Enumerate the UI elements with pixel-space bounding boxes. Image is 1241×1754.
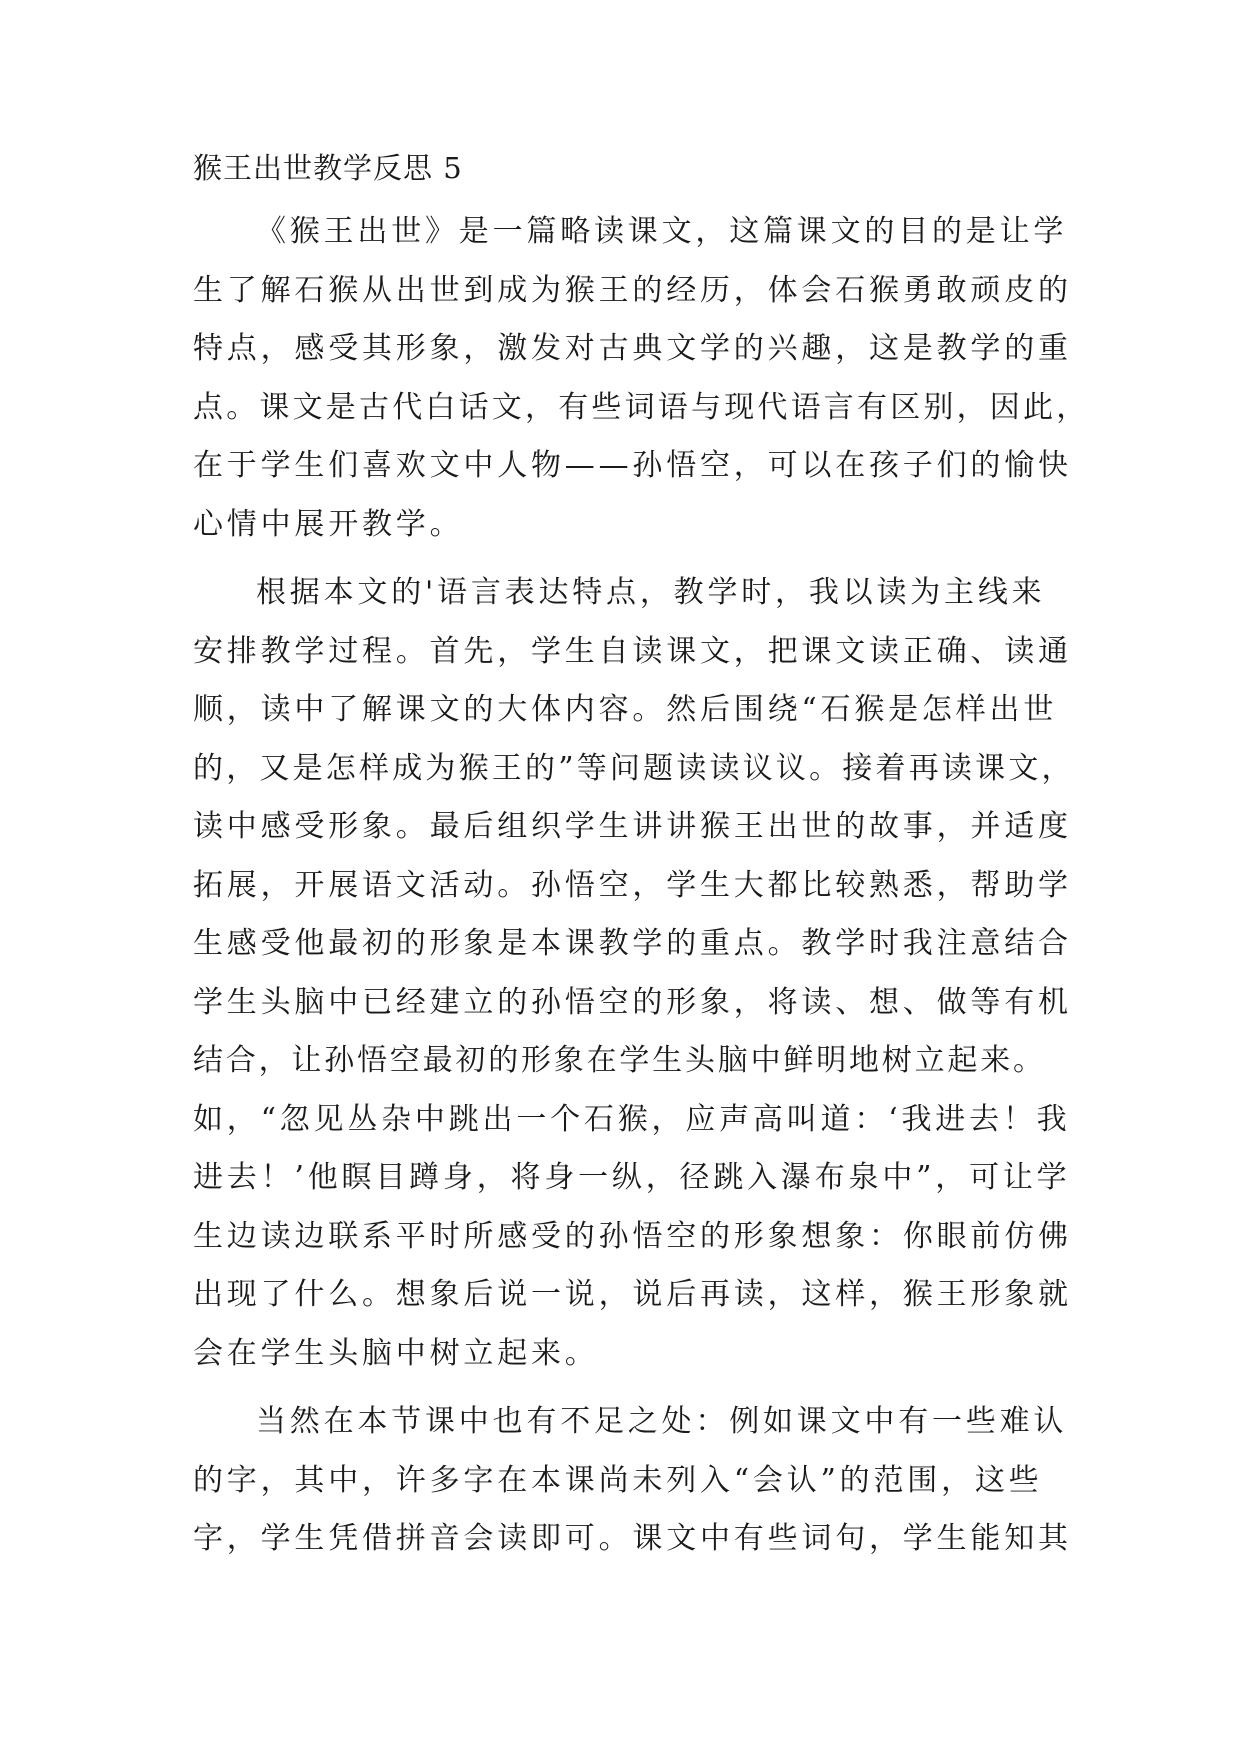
paragraph-line: 的字，其中，许多字在本课尚未列入“会认”的范围，这些 [193,1462,1043,1498]
paragraph-line: 《猴王出世》是一篇略读课文，这篇课文的目的是让学 [256,214,1068,249]
paragraph-line: 点。课文是古代白话文，有些词语与现代语言有区别，因此， [193,389,1090,425]
paragraph-line: 字，学生凭借拼音会读即可。课文中有些词句，学生能知其 [193,1521,1072,1556]
paragraph-line: 顺，读中了解课文的大体内容。然后围绕“石猴是怎样出世 [193,692,1058,727]
paragraph-line: 会在学生头脑中树立起来。 [193,1335,599,1371]
paragraph-line: 读中感受形象。最后组织学生讲讲猴王出世的故事，并适度 [193,809,1072,844]
paragraph-line: 根据本文的'语言表达特点，教学时，我以读为主线来 [256,575,1046,610]
paragraph-line: 结合，让孙悟空最初的形象在学生头脑中鲜明地树立起来。 [193,1043,1046,1078]
paragraph-line: 生了解石猴从出世到成为猴王的经历，体会石猴勇敢顽皮的 [193,272,1072,308]
paragraph-line: 出现了什么。想象后说一说，说后再读，这样，猴王形象就 [193,1277,1072,1312]
document-title: 猴王出世教学反思 5 [193,151,463,185]
paragraph-line: 安排教学过程。首先，学生自读课文，把课文读正确、读通 [193,633,1072,669]
paragraph-line: 进去！’他瞑目蹲身，将身一纵，径跳入瀑布泉中”，可让学 [193,1160,1071,1195]
paragraph-line: 当然在本节课中也有不足之处：例如课文中有一些难认 [256,1404,1068,1439]
paragraph-line: 学生头脑中已经建立的孙悟空的形象，将读、想、做等有机 [193,984,1072,1020]
paragraph-line: 如，“忽见丛杂中跳出一个石猴，应声高叫道：‘我进去！我 [193,1101,1071,1137]
document-body [193,143,1090,1569]
paragraph-1 [193,203,1090,554]
paragraph-line: 的，又是怎样成为猴王的”等问题读读议议。接着再读课文， [193,750,1075,786]
paragraph-line: 在于学生们喜欢文中人物——孙悟空，可以在孩子们的愉快 [193,448,1072,483]
paragraph-line: 生边读边联系平时所感受的孙悟空的形象想象：你眼前仿佛 [193,1218,1072,1254]
paragraph-line: 特点，感受其形象，激发对古典文学的兴趣，这是教学的重 [193,331,1072,366]
paragraph-2 [193,564,1075,1383]
paragraph-3 [193,1393,1072,1569]
paragraph-line: 生感受他最初的形象是本课教学的重点。教学时我注意结合 [193,926,1072,961]
paragraph-line: 拓展，开展语文活动。孙悟空，学生大都比较熟悉，帮助学 [193,867,1072,903]
paragraph-line: 心情中展开教学。 [193,506,464,542]
